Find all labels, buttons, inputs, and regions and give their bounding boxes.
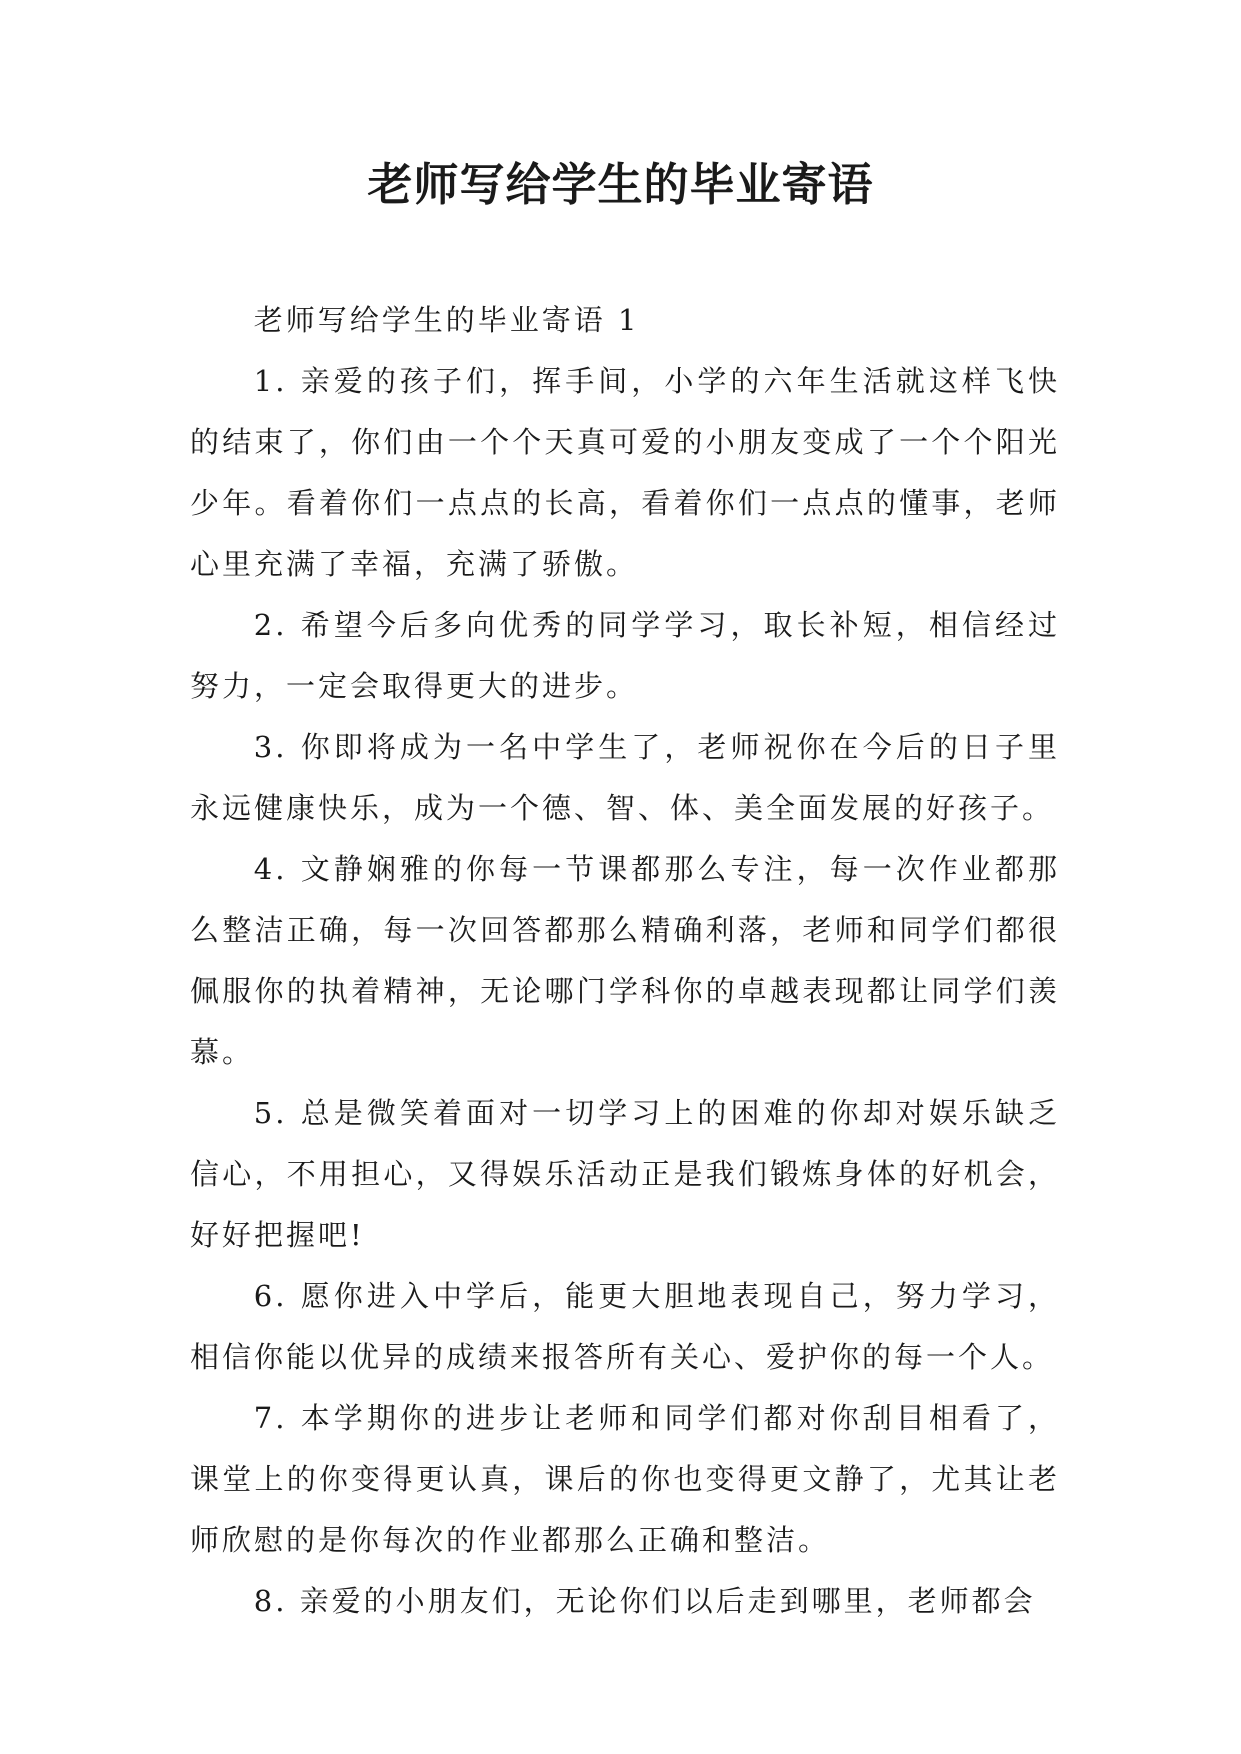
paragraph-3: 3. 你即将成为一名中学生了，老师祝你在今后的日子里永远健康快乐，成为一个德、智、体、美全面发展的好孩子。 [190,730,1060,825]
paragraph-6: 6. 愿你进入中学后，能更大胆地表现自己，努力学习，相信你能以优异的成绩来报答所有关心、爱护你的每一个人。 [190,1279,1060,1374]
paragraph-7: 7. 本学期你的进步让老师和同学们都对你刮目相看了，课堂上的你变得更认真，课后的你也变得更文静了，尤其让老师欣慰的是你每次的作业都那么正确和整洁。 [190,1401,1060,1557]
paragraph-2: 2. 希望今后多向优秀的同学学习，取长补短，相信经过努力，一定会取得更大的进步。 [190,608,1060,703]
paragraph-8: 8. 亲爱的小朋友们，无论你们以后走到哪里，老师都会 [253,1584,1036,1618]
paragraph-5: 5. 总是微笑着面对一切学习上的困难的你却对娱乐缺乏信心，不用担心，又得娱乐活动正是我们锻炼身体的好机会，好好把握吧! [190,1096,1060,1252]
document-title: 老师写给学生的毕业寄语 [367,158,874,211]
paragraph-1: 1. 亲爱的孩子们，挥手间，小学的六年生活就这样飞快的结束了，你们由一个个天真可爱的小朋友变成了一个个阳光少年。看着你们一点点的长高，看着你们一点点的懂事，老师心里充满了幸福，充满了骄傲。 [190,364,1060,581]
document-body [190,290,1060,1632]
paragraph-4: 4. 文静娴雅的你每一节课都那么专注，每一次作业都那么整洁正确，每一次回答都那么精确利落，老师和同学们都很佩服你的执着精神，无论哪门学科你的卓越表现都让同学们羡慕。 [190,852,1060,1069]
section-heading: 老师写给学生的毕业寄语 1 [253,303,640,337]
